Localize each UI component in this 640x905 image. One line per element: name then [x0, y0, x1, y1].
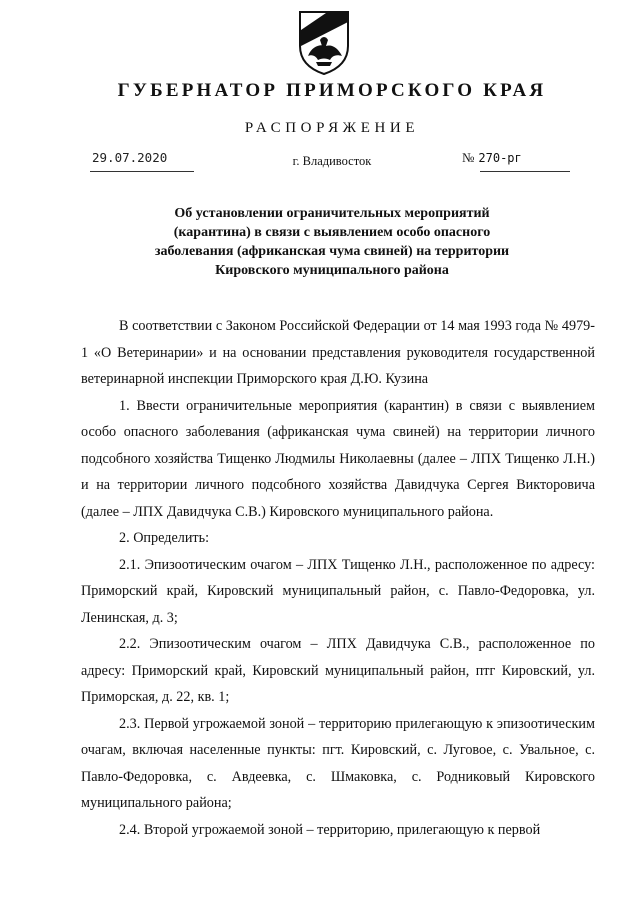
body-paragraph: 2.3. Первой угрожаемой зоной – территорию прилегающую к эпизоотическим очагам, включая населенные пункты: пгт. Кировский, с. Луговое, с. Увальное, с. Павло-Федоровка, с. Авдеевка, с. Шмаковка, с. Родниковый Кировского муниципального района;	[81, 715, 595, 811]
primorsky-coat-of-arms-icon	[296, 10, 352, 76]
document-number	[462, 150, 522, 166]
body-paragraph: 2. Определить:	[119, 530, 210, 546]
body-paragraph: 1. Ввести ограничительные мероприятия (карантин) в связи с выявлением особо опасного заболевания (африканская чума свиней) на территории личного подсобного хозяйства Тищенко Людмилы Николаевны (далее – ЛПХ Тищенко Л.Н.) и на территории личного подсобного хозяйства Давидчука Сергея Викторовича (далее – ЛПХ Давидчука С.В.) Кировского муниципального района.	[81, 397, 595, 520]
body-paragraph: 2.2. Эпизоотическим очагом – ЛПХ Давидчука С.В., расположенное по адресу: Приморский край, Кировский муниципальный район, птг Кировский, ул. Приморская, д. 22, кв. 1;	[81, 636, 595, 705]
authority-title: ГУБЕРНАТОР ПРИМОРСКОГО КРАЯ	[117, 80, 547, 101]
heading-line: Кировского муниципального района	[215, 263, 449, 278]
number-underline	[480, 171, 570, 172]
body-paragraph: 2.1. Эпизоотическим очагом – ЛПХ Тищенко Л.Н., расположенное по адресу: Приморский край, Кировский муниципальный район, с. Павло-Федоровка, ул. Ленинская, д. 3;	[81, 556, 595, 626]
heading-line: (карантина) в связи с выявлением особо опасного	[173, 225, 491, 240]
body-paragraph: 2.4. Второй угрожаемой зоной – территорию, прилегающую к первой	[119, 821, 541, 838]
body-paragraph: В соответствии с Законом Российской Федерации от 14 мая 1993 года № 4979-1 «О Ветеринарии» и на основании представления руководителя государственной ветеринарной инспекции Приморского края Д.Ю. Кузина	[81, 318, 595, 387]
document-body	[81, 313, 595, 843]
heading-line: Об установлении ограничительных мероприятий	[174, 206, 490, 221]
document-heading	[110, 204, 554, 280]
document-date-value: 29.07.2020	[92, 150, 168, 165]
number-sign: №	[462, 150, 475, 165]
document-number-value: 270-рг	[478, 151, 522, 165]
date-underline	[90, 171, 194, 172]
heading-line: заболевания (африканская чума свиней) на территории	[154, 244, 510, 259]
document-place: г. Владивосток	[292, 154, 372, 168]
document-type-title: РАСПОРЯЖЕНИЕ	[244, 120, 420, 136]
